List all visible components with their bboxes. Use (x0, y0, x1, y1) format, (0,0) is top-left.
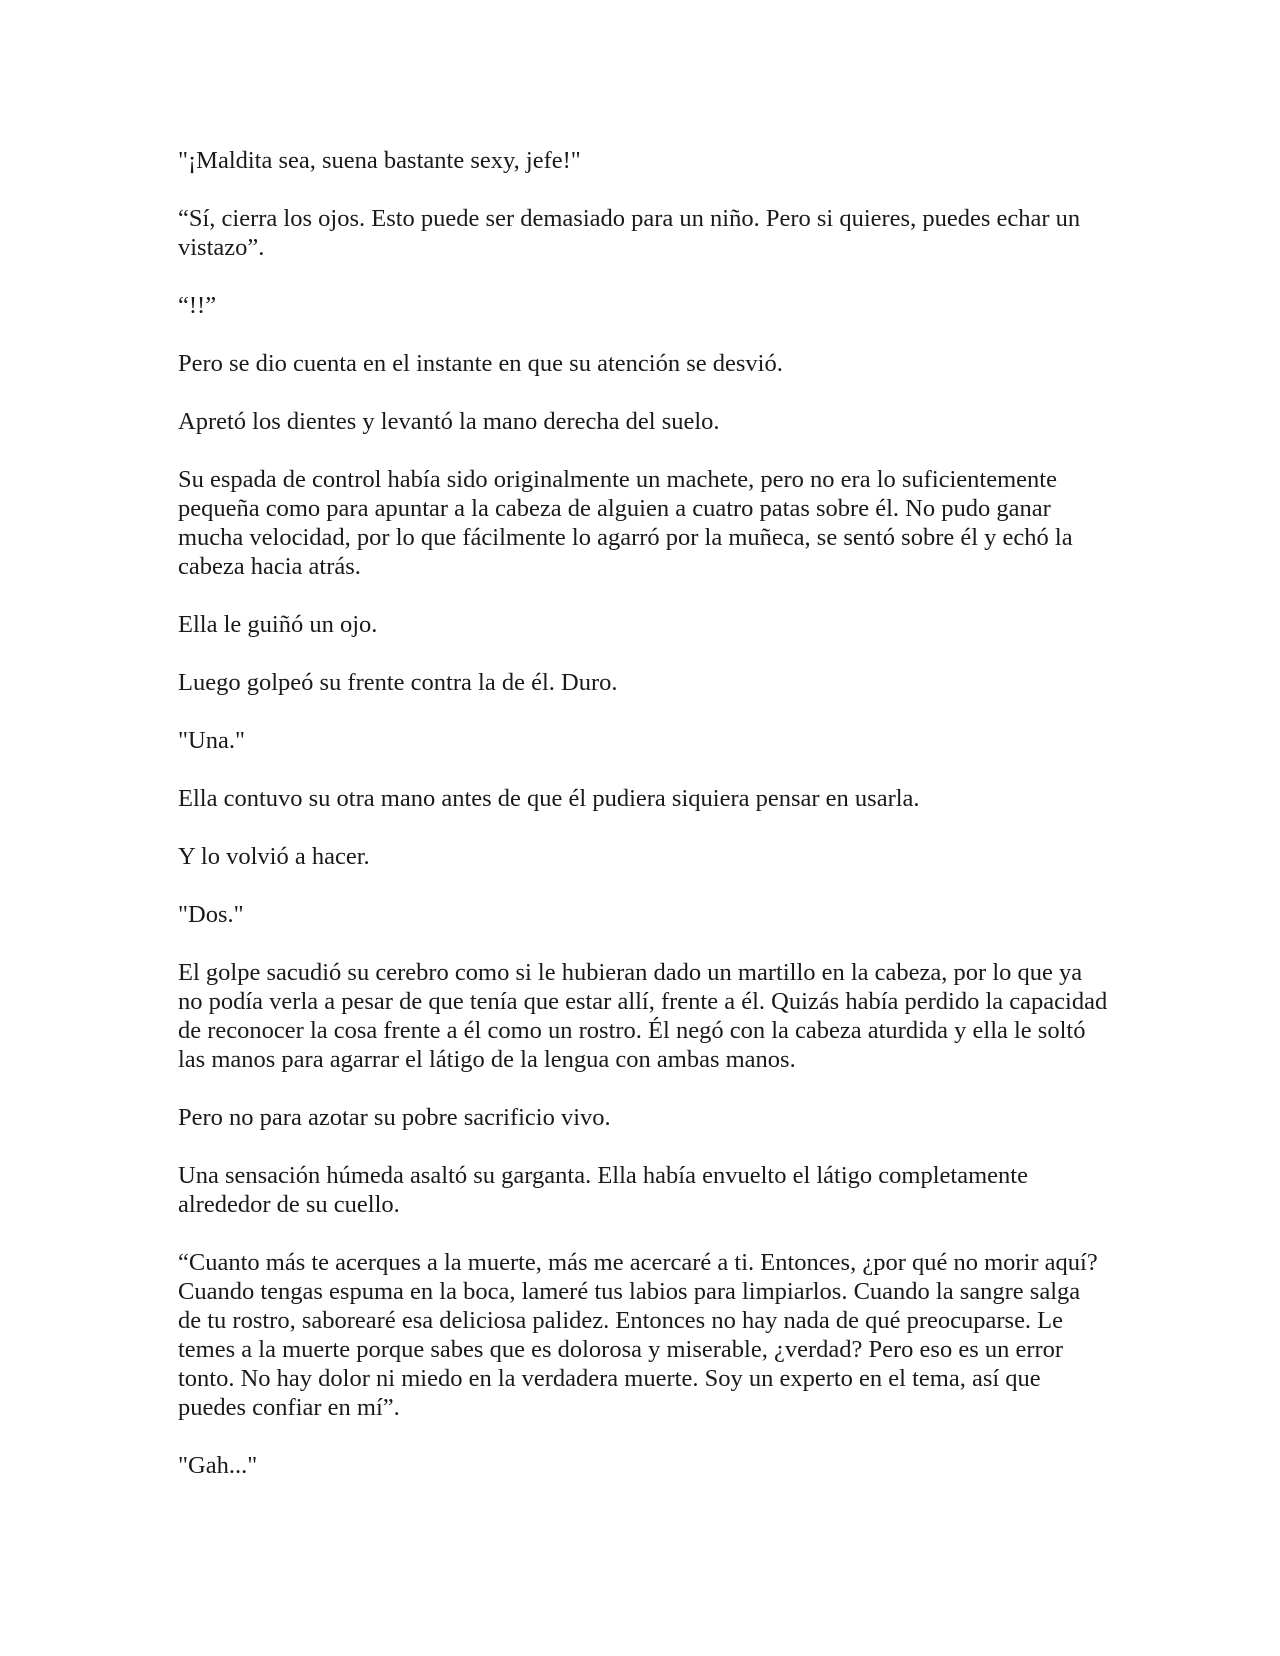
paragraph: Luego golpeó su frente contra la de él. Duro. (178, 669, 618, 696)
paragraph: Apretó los dientes y levantó la mano derecha del suelo. (178, 408, 720, 435)
paragraph: Ella le guiñó un ojo. (178, 611, 378, 638)
paragraph: "¡Maldita sea, suena bastante sexy, jefe!" (178, 147, 581, 174)
paragraph: "Una." (178, 727, 245, 754)
paragraph: "Dos." (178, 901, 244, 928)
paragraph: “Sí, cierra los ojos. Esto puede ser demasiado para un niño. Pero si quieres, puedes echar un vistazo”. (178, 205, 1081, 261)
paragraph: "Gah..." (178, 1452, 258, 1479)
paragraph: Su espada de control había sido originalmente un machete, pero no era lo suficientemente pequeña como para apuntar a la cabeza de alguien a cuatro patas sobre él. No pudo ganar mucha velocidad, por lo que fácilmente lo agarró por la muñeca, se sentó sobre él y echó la cabeza hacia atrás. (178, 466, 1073, 580)
document-page (178, 146, 1108, 1509)
paragraph: Y lo volvió a hacer. (178, 843, 370, 870)
paragraph: Pero no para azotar su pobre sacrificio vivo. (178, 1104, 611, 1131)
paragraph: Pero se dio cuenta en el instante en que su atención se desvió. (178, 350, 783, 377)
paragraph: El golpe sacudió su cerebro como si le hubieran dado un martillo en la cabeza, por lo que ya no podía verla a pesar de que tenía que estar allí, frente a él. Quizás había perdido la capacidad de reconocer la cosa frente a él como un rostro. Él negó con la cabeza aturdida y ella le soltó las manos para agarrar el látigo de la lengua con ambas manos. (178, 959, 1108, 1073)
paragraph: Una sensación húmeda asaltó su garganta. Ella había envuelto el látigo completamente alrededor de su cuello. (178, 1162, 1028, 1218)
paragraph: “!!” (178, 292, 217, 319)
paragraph: “Cuanto más te acerques a la muerte, más me acercaré a ti. Entonces, ¿por qué no morir aquí? Cuando tengas espuma en la boca, lameré tus labios para limpiarlos. Cuando la sangre salga de tu rostro, saborearé esa deliciosa palidez. Entonces no hay nada de qué preocuparse. Le temes a la muerte porque sabes que es dolorosa y miserable, ¿verdad? Pero eso es un error tonto. No hay dolor ni miedo en la verdadera muerte. Soy un experto en el tema, así que puedes confiar en mí”. (178, 1249, 1098, 1421)
paragraph: Ella contuvo su otra mano antes de que él pudiera siquiera pensar en usarla. (178, 785, 920, 812)
